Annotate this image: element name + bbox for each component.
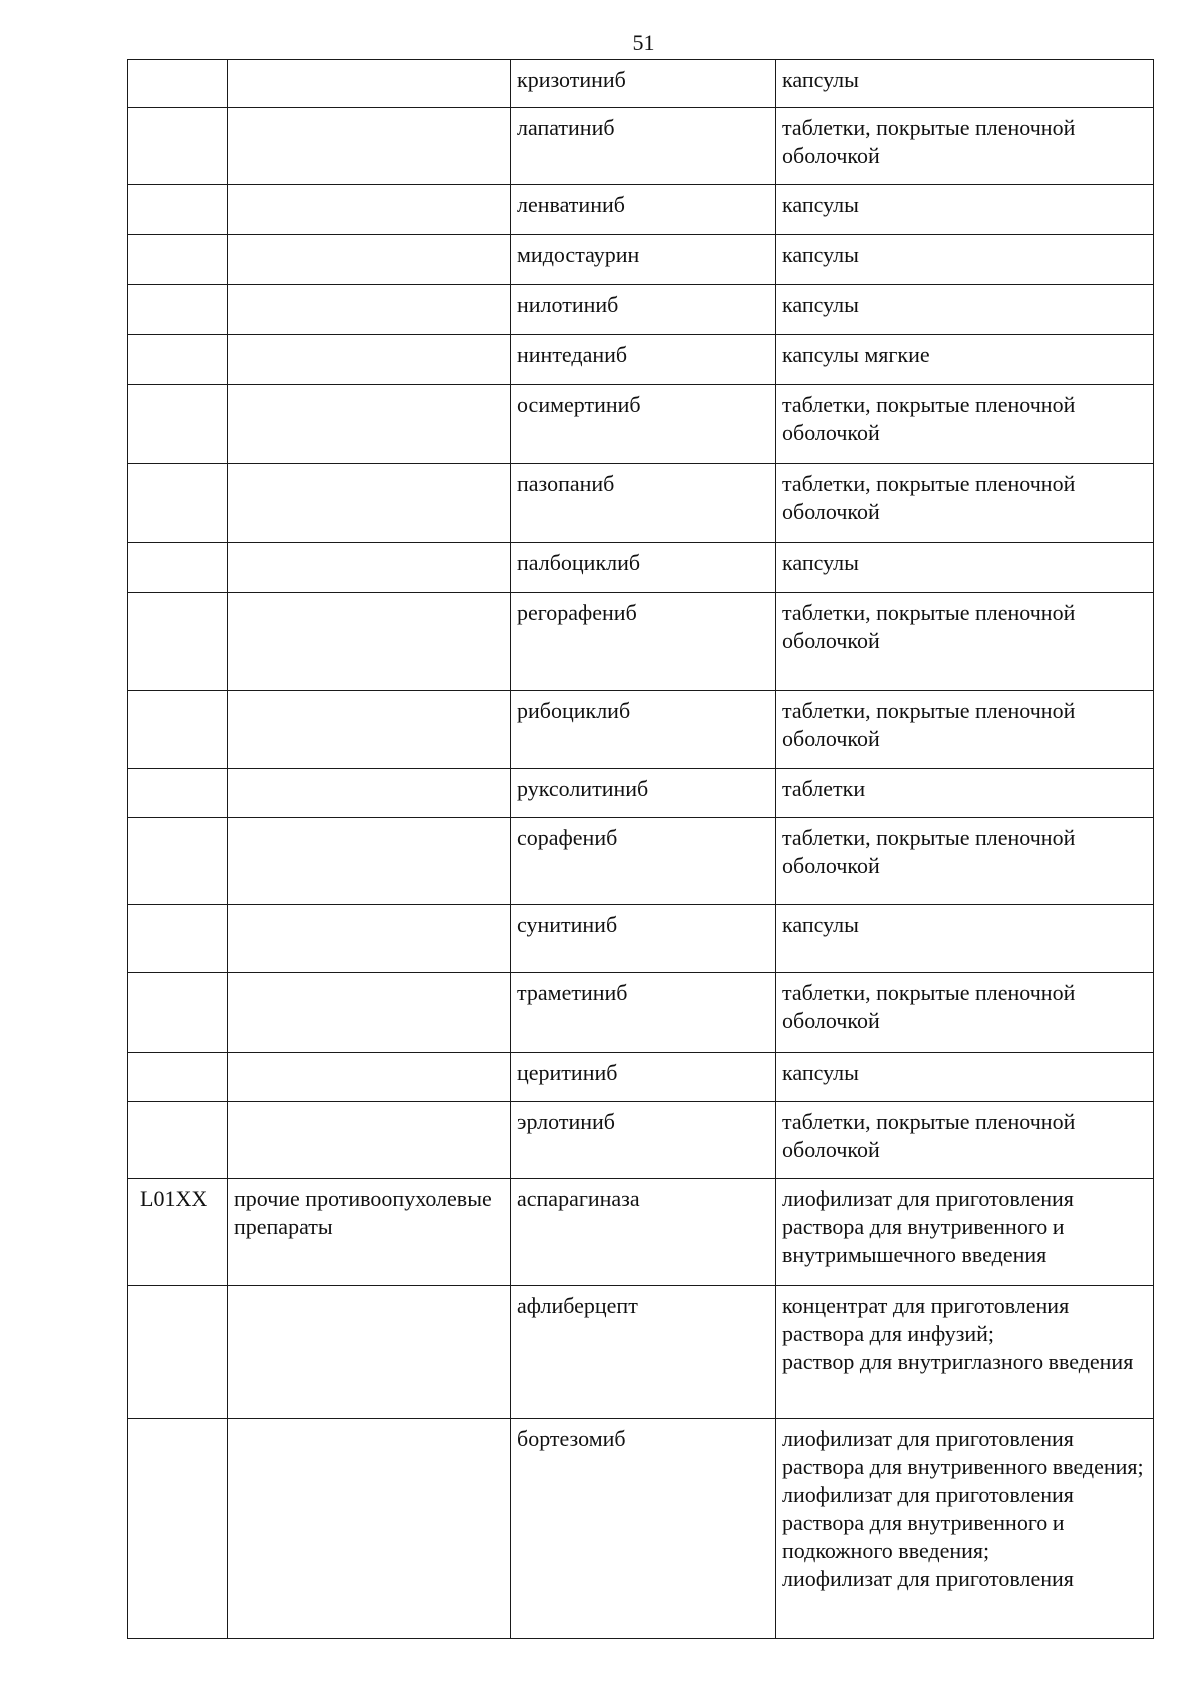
page-number: 51	[632, 30, 655, 55]
dosage-form-cell: капсулы	[776, 185, 1154, 235]
dosage-form-cell: лиофилизат для приготовления раствора для внутривенного и внутримышечного введения	[776, 1179, 1154, 1286]
table-row	[128, 335, 1154, 385]
group-name-cell	[228, 385, 511, 464]
dosage-form-cell: капсулы	[776, 285, 1154, 335]
drug-name-cell: руксолитиниб	[511, 769, 776, 818]
dosage-form-cell: таблетки, покрытые пленочной оболочкой	[776, 464, 1154, 543]
drug-name-cell: регорафениб	[511, 593, 776, 691]
drug-name-cell: сорафениб	[511, 818, 776, 905]
atc-code-cell	[128, 769, 228, 818]
group-name-cell	[228, 1419, 511, 1639]
atc-code-cell	[128, 973, 228, 1053]
atc-code-cell	[128, 335, 228, 385]
dosage-form-cell: таблетки	[776, 769, 1154, 818]
drug-name-cell: сунитиниб	[511, 905, 776, 973]
group-name-cell	[228, 60, 511, 108]
group-name-cell	[228, 285, 511, 335]
drug-name-cell: афлиберцепт	[511, 1286, 776, 1419]
table-row	[128, 464, 1154, 543]
group-name-cell	[228, 1286, 511, 1419]
atc-code-cell	[128, 691, 228, 769]
table-row	[128, 1102, 1154, 1179]
atc-code-cell	[128, 185, 228, 235]
atc-code-cell	[128, 108, 228, 185]
table-row	[128, 543, 1154, 593]
group-name-cell	[228, 464, 511, 543]
drug-name-cell: бортезомиб	[511, 1419, 776, 1639]
drug-name-cell: нинтеданиб	[511, 335, 776, 385]
group-name-cell	[228, 973, 511, 1053]
dosage-form-cell: таблетки, покрытые пленочной оболочкой	[776, 593, 1154, 691]
dosage-form-cell: таблетки, покрытые пленочной оболочкой	[776, 1102, 1154, 1179]
group-name-cell	[228, 1053, 511, 1102]
drug-name-cell: осимертиниб	[511, 385, 776, 464]
dosage-form-cell: лиофилизат для приготовления раствора для внутривенного введения; лиофилизат для приготовления раствора для внутривенного и подкожного введения; лиофилизат для приготовления	[776, 1419, 1154, 1639]
drug-name-cell: пазопаниб	[511, 464, 776, 543]
group-name-cell	[228, 335, 511, 385]
drug-name-cell: эрлотиниб	[511, 1102, 776, 1179]
atc-code-cell	[128, 1102, 228, 1179]
drug-name-cell: траметиниб	[511, 973, 776, 1053]
group-name-cell	[228, 769, 511, 818]
table-row	[128, 185, 1154, 235]
table-row	[128, 235, 1154, 285]
group-name-cell	[228, 108, 511, 185]
drug-name-cell: лапатиниб	[511, 108, 776, 185]
group-name-cell	[228, 185, 511, 235]
drug-name-cell: палбоциклиб	[511, 543, 776, 593]
atc-code-cell	[128, 385, 228, 464]
dosage-form-cell: таблетки, покрытые пленочной оболочкой	[776, 385, 1154, 464]
dosage-form-cell: капсулы	[776, 543, 1154, 593]
table-row	[128, 769, 1154, 818]
group-name-cell	[228, 543, 511, 593]
table-row	[128, 285, 1154, 335]
table-row	[128, 1286, 1154, 1419]
atc-code-cell	[128, 1419, 228, 1639]
drug-name-cell: ленватиниб	[511, 185, 776, 235]
atc-code-cell	[128, 905, 228, 973]
drug-name-cell: аспарагиназа	[511, 1179, 776, 1286]
dosage-form-cell: капсулы	[776, 905, 1154, 973]
atc-code-cell	[128, 593, 228, 691]
atc-code-cell	[128, 1286, 228, 1419]
table-row	[128, 108, 1154, 185]
group-name-cell: прочие противоопухолевые препараты	[228, 1179, 511, 1286]
table-row	[128, 60, 1154, 108]
table-row	[128, 691, 1154, 769]
table-row	[128, 1053, 1154, 1102]
group-name-cell	[228, 1102, 511, 1179]
atc-code-cell	[128, 464, 228, 543]
dosage-form-cell: таблетки, покрытые пленочной оболочкой	[776, 691, 1154, 769]
dosage-form-cell: капсулы мягкие	[776, 335, 1154, 385]
group-name-cell	[228, 235, 511, 285]
dosage-form-cell: таблетки, покрытые пленочной оболочкой	[776, 108, 1154, 185]
drug-name-cell: церитиниб	[511, 1053, 776, 1102]
dosage-form-cell: таблетки, покрытые пленочной оболочкой	[776, 818, 1154, 905]
table-row	[128, 818, 1154, 905]
table-row	[128, 1419, 1154, 1639]
drug-name-cell: нилотиниб	[511, 285, 776, 335]
drug-table	[127, 59, 1154, 1639]
atc-code-cell: L01XX	[128, 1179, 228, 1286]
dosage-form-cell: концентрат для приготовления раствора для инфузий; раствор для внутриглазного введения	[776, 1286, 1154, 1419]
drug-name-cell: рибоциклиб	[511, 691, 776, 769]
group-name-cell	[228, 593, 511, 691]
dosage-form-cell: капсулы	[776, 235, 1154, 285]
atc-code-cell	[128, 543, 228, 593]
table-row	[128, 1179, 1154, 1286]
atc-code-cell	[128, 818, 228, 905]
dosage-form-cell: таблетки, покрытые пленочной оболочкой	[776, 973, 1154, 1053]
group-name-cell	[228, 691, 511, 769]
atc-code-cell	[128, 60, 228, 108]
group-name-cell	[228, 818, 511, 905]
dosage-form-cell: капсулы	[776, 60, 1154, 108]
dosage-form-cell: капсулы	[776, 1053, 1154, 1102]
atc-code-cell	[128, 285, 228, 335]
table-row	[128, 593, 1154, 691]
drug-name-cell: мидостаурин	[511, 235, 776, 285]
table-row	[128, 973, 1154, 1053]
atc-code-cell	[128, 1053, 228, 1102]
group-name-cell	[228, 905, 511, 973]
atc-code-cell	[128, 235, 228, 285]
table-row	[128, 385, 1154, 464]
table-row	[128, 905, 1154, 973]
drug-name-cell: кризотиниб	[511, 60, 776, 108]
